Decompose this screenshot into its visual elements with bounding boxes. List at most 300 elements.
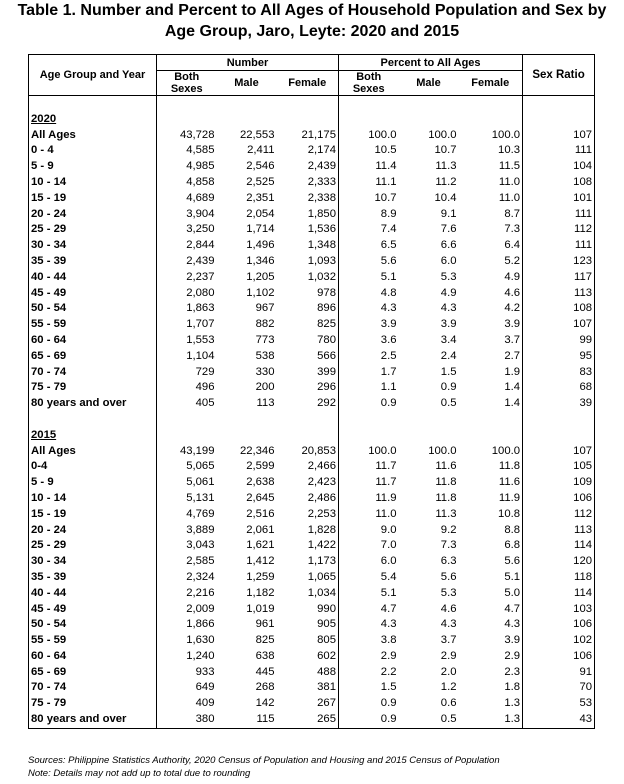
cell-percent-female: 11.0 [498,191,521,204]
cell-age-group: 50 - 54 [31,302,67,315]
cell-percent-male: 7.6 [440,223,457,236]
cell-number-female: 292 [317,397,336,410]
cell-percent-male: 5.3 [440,270,457,283]
empty-cell [459,428,523,444]
cell-percent-female: 1.9 [504,365,521,378]
cell-number-female: 381 [317,681,336,694]
cell-percent-both: 11.9 [339,491,399,507]
empty-cell [523,112,595,128]
cell-number-female: 978 [317,286,336,299]
cell-number-female: 2,333 [307,175,336,188]
cell-number-both: 4,585 [157,143,217,159]
cell-percent-both: 100.0 [339,128,399,144]
cell-sex-ratio: 120 [523,554,595,570]
cell-percent-male: 100.0 [428,128,457,141]
cell-percent-both: 4.8 [339,286,399,302]
cell-percent-both: 3.9 [339,317,399,333]
header-percent-female: Female [459,71,523,96]
cell-number-male: 1,714 [246,223,275,236]
cell-sex-ratio: 108 [523,175,595,191]
cell-sex-ratio: 117 [523,270,595,286]
cell-age-group: 40 - 44 [31,270,67,283]
cell-percent-female: 8.8 [504,523,521,536]
table-row [29,301,595,317]
cell-number-male: 2,516 [246,507,275,520]
cell-number-female: 1,034 [307,586,336,599]
table-row [29,507,595,523]
cell-sex-ratio: 123 [523,254,595,270]
cell-age-group: 15 - 19 [31,191,67,204]
cell-sex-ratio: 95 [523,349,595,365]
cell-percent-male: 6.6 [440,239,457,252]
cell-percent-female: 3.7 [504,333,521,346]
cell-age-group: 75 - 79 [31,697,67,710]
spacer-row [29,412,595,428]
cell-number-male: 1,019 [246,602,275,615]
table-row [29,459,595,475]
empty-cell [399,428,459,444]
cell-number-both: 4,769 [157,507,217,523]
cell-number-female: 267 [317,697,336,710]
cell-number-female: 2,486 [307,491,336,504]
cell-sex-ratio: 91 [523,665,595,681]
cell-number-both: 43,728 [157,128,217,144]
cell-number-female: 2,423 [307,476,336,489]
cell-percent-male: 4.3 [440,302,457,315]
cell-percent-both: 3.8 [339,633,399,649]
cell-percent-male: 4.3 [440,618,457,631]
cell-number-male: 1,259 [246,570,275,583]
cell-number-female: 602 [317,649,336,662]
cell-number-male: 2,525 [246,175,275,188]
cell-sex-ratio: 43 [523,712,595,728]
cell-number-female: 2,253 [307,507,336,520]
cell-age-group: 20 - 24 [31,207,67,220]
cell-sex-ratio: 83 [523,365,595,381]
cell-percent-both: 10.5 [339,143,399,159]
cell-number-female: 2,439 [307,160,336,173]
cell-age-group: 80 years and over [31,713,127,726]
cell-percent-male: 5.3 [440,586,457,599]
cell-number-male: 1,346 [246,254,275,267]
cell-number-female: 1,065 [307,570,336,583]
cell-number-both: 3,904 [157,207,217,223]
table-row [29,444,595,460]
table-row [29,254,595,270]
cell-percent-both: 1.7 [339,365,399,381]
cell-percent-both: 6.0 [339,554,399,570]
table-row [29,143,595,159]
empty-cell [217,428,277,444]
table-row [29,680,595,696]
cell-age-group: 65 - 69 [31,665,67,678]
cell-number-both: 2,237 [157,270,217,286]
table-row [29,349,595,365]
cell-number-female: 1,536 [307,223,336,236]
cell-number-male: 2,054 [246,207,275,220]
cell-percent-male: 3.7 [440,634,457,647]
cell-number-male: 142 [255,697,275,710]
cell-age-group: 55 - 59 [31,634,67,647]
cell-number-male: 967 [255,302,275,315]
cell-sex-ratio: 70 [523,680,595,696]
cell-percent-both: 8.9 [339,207,399,223]
cell-sex-ratio: 108 [523,301,595,317]
spacer-row [29,96,595,112]
rounding-note: Note: Details may not add up to total due to rounding [28,768,251,779]
year-row [29,112,595,128]
cell-number-female: 825 [317,318,336,331]
cell-number-male: 538 [255,349,275,362]
empty-cell [459,112,523,128]
cell-number-male: 882 [255,318,275,331]
cell-number-both: 1,863 [157,301,217,317]
cell-percent-male: 11.6 [435,460,457,473]
cell-percent-female: 6.8 [504,539,521,552]
cell-percent-male: 2.0 [440,665,457,678]
cell-number-female: 1,173 [307,555,336,568]
cell-percent-female: 4.2 [504,302,521,315]
cell-sex-ratio: 112 [523,507,595,523]
cell-percent-female: 3.9 [504,318,521,331]
cell-number-both: 2,009 [157,602,217,618]
cell-percent-male: 2.9 [440,649,457,662]
cell-number-both: 1,240 [157,649,217,665]
cell-percent-female: 11.9 [498,491,521,504]
cell-sex-ratio: 113 [523,286,595,302]
table-row [29,159,595,175]
cell-percent-both: 11.0 [339,507,399,523]
cell-percent-both: 5.4 [339,570,399,586]
table-row [29,586,595,602]
cell-percent-both: 2.5 [339,349,399,365]
table-row [29,523,595,539]
cell-number-both: 5,061 [157,475,217,491]
table-row [29,696,595,712]
cell-number-both: 2,439 [157,254,217,270]
table-row [29,665,595,681]
table-row [29,238,595,254]
cell-number-male: 1,102 [246,286,275,299]
cell-percent-both: 3.6 [339,333,399,349]
table-title [0,0,624,42]
header-number-male: Male [217,71,277,96]
cell-number-male: 2,411 [247,144,275,157]
cell-percent-male: 11.8 [435,491,457,504]
cell-age-group: 5 - 9 [31,476,54,489]
cell-age-group: 35 - 39 [31,570,67,583]
cell-age-group: 75 - 79 [31,381,67,394]
population-table [28,54,595,729]
cell-percent-female: 100.0 [491,444,521,457]
cell-sex-ratio: 114 [523,538,595,554]
header-number-both: Both Sexes [157,71,217,96]
cell-age-group: All Ages [31,444,76,457]
cell-percent-female: 1.4 [504,397,521,410]
cell-percent-both: 5.6 [339,254,399,270]
cell-number-male: 113 [256,397,275,410]
cell-sex-ratio: 112 [523,222,595,238]
cell-percent-female: 1.3 [504,713,521,726]
cell-number-both: 405 [157,396,217,412]
cell-age-group: 20 - 24 [31,523,67,536]
cell-percent-male: 5.6 [440,570,457,583]
cell-number-both: 5,131 [157,491,217,507]
cell-number-both: 4,858 [157,175,217,191]
cell-number-male: 1,621 [246,539,275,552]
table-body [29,96,595,729]
cell-number-male: 2,546 [246,160,275,173]
cell-percent-both: 4.7 [339,602,399,618]
cell-number-female: 1,032 [307,270,336,283]
cell-percent-both: 1.5 [339,680,399,696]
cell-percent-female: 5.0 [504,586,521,599]
cell-number-female: 2,338 [307,191,336,204]
cell-sex-ratio: 113 [523,523,595,539]
cell-sex-ratio: 109 [523,475,595,491]
cell-number-both: 1,866 [157,617,217,633]
header-percent: Percent to All Ages [339,55,523,71]
cell-percent-male: 11.8 [435,476,457,489]
cell-number-female: 1,093 [307,254,336,267]
cell-percent-male: 0.9 [440,381,457,394]
cell-number-male: 1,412 [246,555,275,568]
cell-percent-both: 7.0 [339,538,399,554]
cell-number-male: 825 [255,634,275,647]
table-row [29,602,595,618]
year-label: 2015 [31,428,57,441]
cell-percent-female: 7.3 [504,223,521,236]
cell-percent-female: 10.3 [498,144,521,157]
cell-number-male: 2,599 [246,460,275,473]
cell-age-group: 50 - 54 [31,618,67,631]
cell-percent-both: 11.7 [339,475,399,491]
empty-cell [157,428,217,444]
cell-number-both: 649 [157,680,217,696]
cell-percent-female: 5.1 [504,570,521,583]
cell-age-group: 5 - 9 [31,160,54,173]
cell-age-group: 30 - 34 [31,239,67,252]
cell-age-group: 60 - 64 [31,649,67,662]
cell-percent-both: 2.2 [339,665,399,681]
cell-number-both: 729 [157,365,217,381]
cell-percent-both: 10.7 [339,191,399,207]
cell-sex-ratio: 111 [523,238,595,254]
cell-number-female: 20,853 [301,444,336,457]
empty-cell [399,112,459,128]
cell-number-both: 2,080 [157,286,217,302]
cell-percent-male: 3.9 [440,318,457,331]
cell-percent-female: 11.0 [498,175,521,188]
cell-percent-male: 10.4 [434,191,457,204]
empty-cell [277,428,339,444]
cell-percent-both: 9.0 [339,523,399,539]
cell-percent-both: 11.4 [339,159,399,175]
cell-sex-ratio: 53 [523,696,595,712]
cell-number-male: 1,205 [246,270,275,283]
cell-number-both: 2,844 [157,238,217,254]
cell-number-both: 2,324 [157,570,217,586]
cell-number-male: 638 [255,649,275,662]
cell-number-male: 330 [255,365,275,378]
table-row [29,128,595,144]
cell-number-both: 2,585 [157,554,217,570]
table-row [29,570,595,586]
cell-number-male: 1,182 [246,586,275,599]
cell-percent-female: 3.9 [504,634,521,647]
cell-number-female: 896 [317,302,336,315]
cell-number-both: 4,689 [157,191,217,207]
table-row [29,207,595,223]
cell-number-female: 399 [317,365,336,378]
cell-number-female: 1,422 [307,539,336,552]
cell-percent-male: 11.3 [435,507,457,520]
cell-percent-both: 2.9 [339,649,399,665]
cell-number-male: 2,061 [246,523,275,536]
table-row [29,396,595,412]
table-row [29,712,595,728]
cell-age-group: 0-4 [31,460,48,473]
empty-cell [339,112,399,128]
cell-sex-ratio: 102 [523,633,595,649]
header-number: Number [157,55,339,71]
cell-number-female: 2,466 [307,460,336,473]
cell-age-group: 45 - 49 [31,286,67,299]
cell-number-male: 961 [255,618,275,631]
cell-percent-female: 5.6 [504,555,521,568]
cell-sex-ratio: 68 [523,380,595,396]
empty-cell [523,428,595,444]
cell-age-group: 15 - 19 [31,507,67,520]
cell-percent-female: 8.7 [504,207,521,220]
cell-percent-male: 2.4 [440,349,457,362]
cell-number-both: 1,104 [157,349,217,365]
cell-percent-both: 6.5 [339,238,399,254]
cell-percent-female: 11.8 [498,460,521,473]
cell-number-male: 22,553 [239,128,275,141]
cell-percent-male: 11.2 [435,175,457,188]
cell-percent-female: 4.7 [504,602,521,615]
cell-number-both: 2,216 [157,586,217,602]
cell-percent-female: 4.3 [504,618,521,631]
cell-number-female: 780 [317,333,336,346]
cell-number-both: 933 [157,665,217,681]
cell-sex-ratio: 39 [523,396,595,412]
cell-sex-ratio: 107 [523,317,595,333]
cell-number-male: 2,638 [246,476,275,489]
cell-sex-ratio: 111 [523,207,595,223]
cell-percent-female: 1.4 [504,381,521,394]
cell-age-group: 10 - 14 [31,491,67,504]
cell-percent-male: 0.6 [440,697,457,710]
cell-percent-both: 0.9 [339,712,399,728]
empty-cell [339,428,399,444]
table-row [29,270,595,286]
table-notes [28,754,500,780]
cell-percent-male: 11.3 [435,160,457,173]
cell-percent-male: 0.5 [440,713,457,726]
cell-number-female: 805 [317,634,336,647]
cell-sex-ratio: 106 [523,649,595,665]
year-label: 2020 [31,112,57,125]
header-age-group: Age Group and Year [29,55,157,96]
table-row [29,491,595,507]
cell-sex-ratio: 107 [523,444,595,460]
table-row [29,333,595,349]
cell-sex-ratio: 111 [523,143,595,159]
cell-number-male: 2,645 [246,491,275,504]
cell-percent-female: 6.4 [504,239,521,252]
cell-age-group: 70 - 74 [31,365,67,378]
cell-percent-female: 4.9 [504,270,521,283]
table-row [29,617,595,633]
cell-number-male: 445 [255,665,275,678]
cell-percent-female: 10.8 [498,507,521,520]
cell-number-both: 3,043 [157,538,217,554]
header-percent-male: Male [399,71,459,96]
cell-sex-ratio: 105 [523,459,595,475]
cell-percent-female: 4.6 [504,286,521,299]
title-line-1: Table 1. Number and Percent to All Ages of Household Population and Sex by [17,2,607,19]
cell-percent-both: 1.1 [339,380,399,396]
cell-percent-both: 0.9 [339,696,399,712]
cell-percent-male: 100.0 [428,444,457,457]
table-row [29,554,595,570]
cell-number-male: 1,496 [246,239,275,252]
cell-number-female: 2,174 [307,144,336,157]
cell-number-female: 566 [317,349,336,362]
cell-percent-both: 4.3 [339,301,399,317]
cell-percent-male: 4.9 [440,286,457,299]
header-sex-ratio: Sex Ratio [523,55,595,96]
cell-age-group: 80 years and over [31,397,127,410]
table-row [29,538,595,554]
cell-sex-ratio: 107 [523,128,595,144]
cell-number-both: 4,985 [157,159,217,175]
table-row [29,365,595,381]
cell-sex-ratio: 118 [523,570,595,586]
cell-number-both: 1,630 [157,633,217,649]
title-line-2: Age Group, Jaro, Leyte: 2020 and 2015 [164,23,460,40]
cell-sex-ratio: 103 [523,602,595,618]
cell-age-group: 25 - 29 [31,539,67,552]
cell-number-female: 1,850 [307,207,336,220]
cell-percent-both: 7.4 [339,222,399,238]
cell-number-female: 990 [317,602,336,615]
cell-number-both: 3,250 [157,222,217,238]
cell-age-group: 55 - 59 [31,318,67,331]
cell-percent-male: 0.5 [440,397,457,410]
cell-percent-both: 0.9 [339,396,399,412]
table-row [29,191,595,207]
cell-percent-male: 4.6 [440,602,457,615]
cell-number-female: 296 [317,381,336,394]
cell-age-group: 0 - 4 [31,144,54,157]
empty-cell [217,112,277,128]
cell-sex-ratio: 99 [523,333,595,349]
cell-number-both: 5,065 [157,459,217,475]
cell-percent-male: 1.2 [440,681,457,694]
empty-cell [157,112,217,128]
cell-age-group: 45 - 49 [31,602,67,615]
cell-age-group: 70 - 74 [31,681,67,694]
source-note: Sources: Philippine Statistics Authority, 2020 Census of Population and Housing and 2015 Census of Population [28,755,500,766]
table-row [29,633,595,649]
cell-percent-both: 5.1 [339,586,399,602]
cell-percent-male: 10.7 [434,144,457,157]
empty-cell [277,112,339,128]
table-row [29,317,595,333]
